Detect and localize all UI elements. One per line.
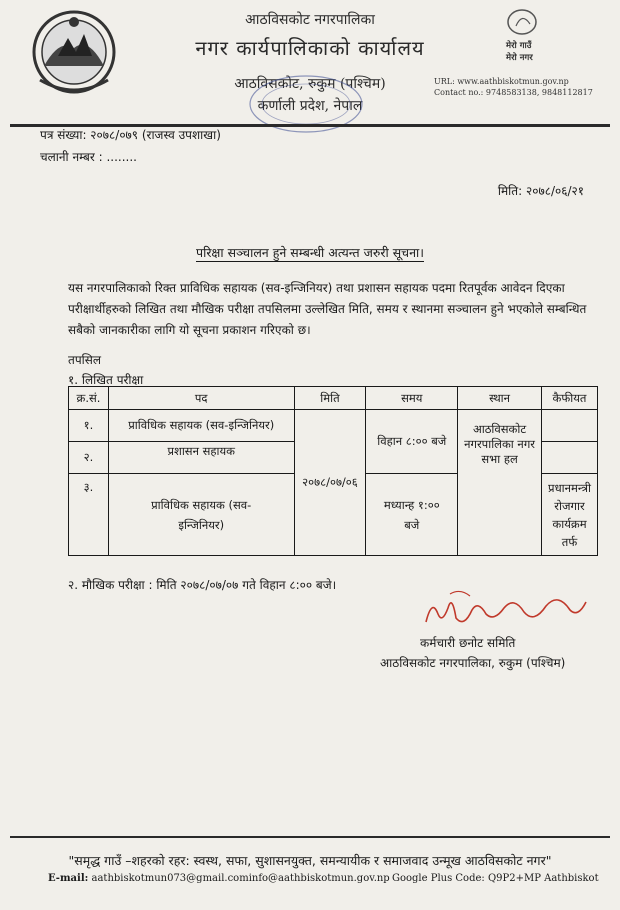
exam-date-cell: २०७८/०७/०६ bbox=[294, 410, 366, 556]
signatory-office: आठविसकोट नगरपालिका, रुकुम (पश्चिम) bbox=[380, 656, 566, 670]
row3-sn: ३. bbox=[69, 474, 109, 556]
email-label: E-mail: bbox=[48, 873, 89, 884]
nepal-emblem-logo bbox=[30, 8, 118, 96]
details-label: तपसिल bbox=[68, 353, 102, 367]
footer-motto: "समृद्ध गाउँ –शहरको रहर: स्वस्थ, सफा, सुशासनयुक्त, समन्यायीक र समाजवाद उन्मूख आठविसकोट नगर" bbox=[68, 853, 552, 868]
header-date: मिति bbox=[294, 387, 366, 410]
morning-time-cell: विहान ८:०० बजे bbox=[366, 410, 458, 474]
footer-email bbox=[48, 873, 390, 884]
afternoon-time-cell: मध्यान्ह १:०० बजे bbox=[366, 474, 458, 556]
header-time: समय bbox=[366, 387, 458, 410]
row1-post: प्राविधिक सहायक (सव-इन्जिनियर) bbox=[108, 410, 294, 442]
exam-schedule-table bbox=[68, 386, 598, 556]
row1-sn: १. bbox=[69, 410, 109, 442]
header-post: पद bbox=[108, 387, 294, 410]
svg-text:मेरो नगर: मेरो नगर bbox=[506, 53, 533, 63]
signatory-committee: कर्मचारी छनोट समिति bbox=[420, 636, 516, 650]
footer-divider bbox=[10, 836, 610, 838]
row1-remarks bbox=[541, 410, 597, 442]
contact-numbers: Contact no.: 9748583138, 9848112817 bbox=[434, 88, 593, 97]
row3-remarks: प्रधानमन्त्री रोजगार कार्यक्रम तर्फ bbox=[541, 474, 597, 556]
office-province: कर्णाली प्रदेश, नेपाल bbox=[257, 98, 363, 114]
office-address: आठविसकोट, रुकुम (पश्चिम) bbox=[234, 76, 386, 92]
row3-post: प्राविधिक सहायक (सव-इन्जिनियर) bbox=[108, 474, 294, 556]
handwritten-signature bbox=[420, 584, 590, 634]
notice-body: यस नगरपालिकाको रिक्त प्राविधिक सहायक (सव-इन्जिनियर) तथा प्रशासन सहायक पदमा रितपूर्वक आवेदन दिएका परीक्षार्थीहरुको लिखित तथा मौखिक परीक्षा तपसिलमा उल्लेखित मिति, समय र स्थानमा सञ्चालन हुने भएकोले सम्बन्धित सबैको जानकारीका लागि यो सूचना प्रकाशन गरिएको छ। bbox=[68, 281, 587, 337]
row2-remarks bbox=[541, 442, 597, 474]
table-header-row bbox=[69, 387, 598, 410]
municipality-name: आठविसकोट नगरपालिका bbox=[245, 12, 375, 28]
venue-cell: आठविसकोट नगरपालिका नगर सभा हल bbox=[458, 410, 542, 556]
row2-sn: २. bbox=[69, 442, 109, 474]
oral-exam-line: २. मौखिक परीक्षा : मिति २०७८/०७/०७ गते विहान ८:०० बजे। bbox=[68, 578, 337, 592]
slogan-logo bbox=[498, 6, 568, 74]
table-row bbox=[69, 410, 598, 442]
notice-title-text: परिक्षा सञ्चालन हुने सम्बन्धी अत्यन्त जरुरी सूचना। bbox=[195, 245, 425, 260]
svg-text:मेरो गाउँ: मेरो गाउँ bbox=[506, 41, 532, 51]
website-url: URL: www.aathbiskotmun.gov.np bbox=[434, 77, 569, 86]
header-remarks: कैफीयत bbox=[541, 387, 597, 410]
email-address: aathbiskotmun073@gmail.cominfo@aathbiskotmun.gov.np bbox=[91, 873, 390, 884]
dispatch-number: चलानी नम्बर : ........ bbox=[40, 150, 137, 164]
letter-number: पत्र संख्या: २०७८/०७९ (राजस्व उपशाखा) bbox=[40, 128, 221, 142]
notice-title bbox=[0, 244, 620, 261]
header-sn: क्र.सं. bbox=[69, 387, 109, 410]
google-plus-code: Google Plus Code: Q9P2+MP Aathbiskot bbox=[392, 873, 599, 884]
notice-date: मिति: २०७८/०६/२१ bbox=[497, 184, 584, 198]
contact-info bbox=[434, 76, 593, 98]
header-venue: स्थान bbox=[458, 387, 542, 410]
written-exam-heading: १. लिखित परीक्षा bbox=[68, 373, 144, 387]
row2-post: प्रशासन सहायक bbox=[108, 442, 294, 474]
office-name: नगर कार्यपालिकाको कार्यालय bbox=[195, 36, 425, 60]
